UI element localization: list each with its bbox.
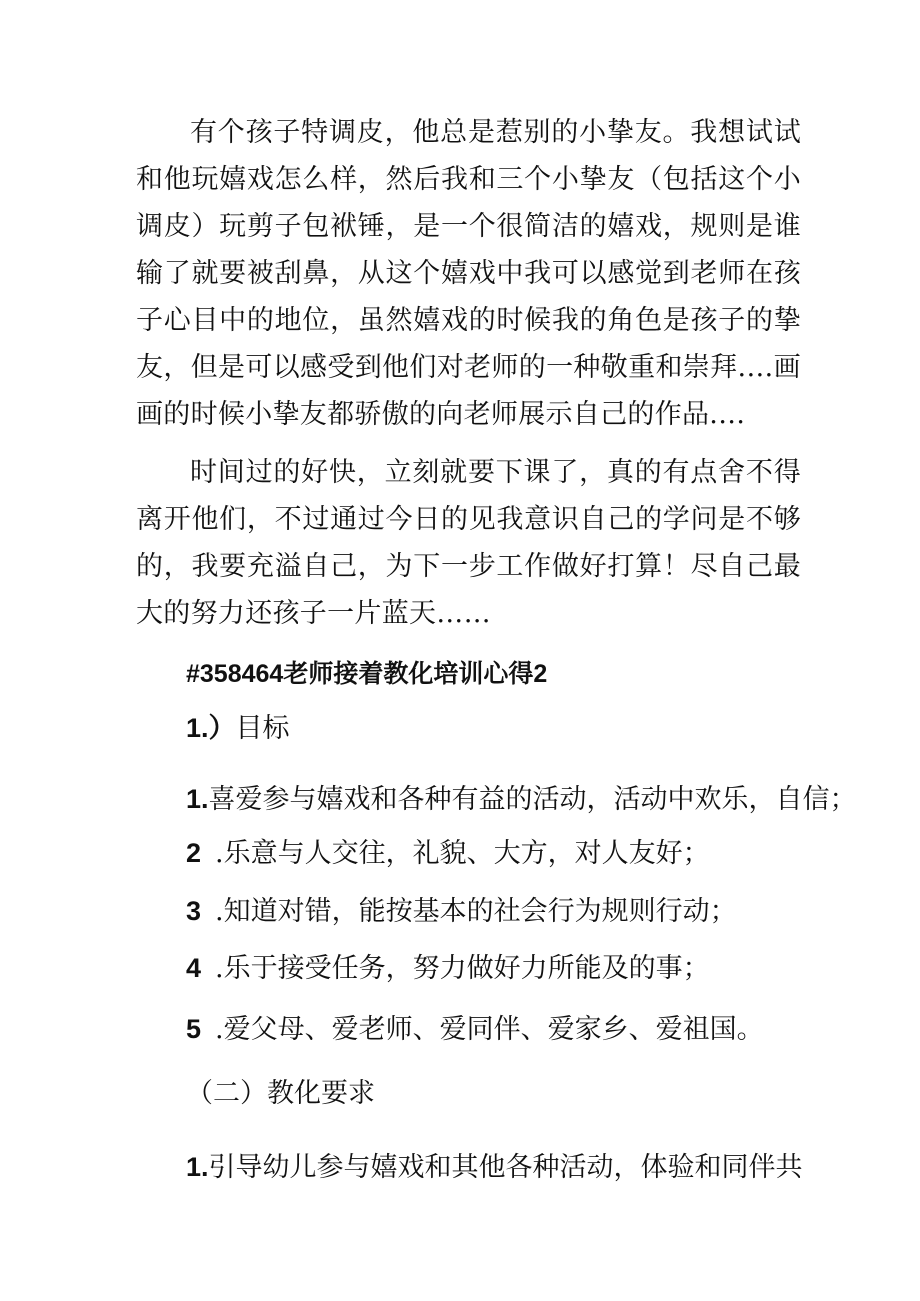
goal-item-text: .爱父母、爱老师、爱同伴、爱家乡、爱祖国。 <box>215 1014 764 1045</box>
goal-item-number: 2 <box>186 838 202 868</box>
goal-item-1 <box>186 779 857 820</box>
goal-section-title <box>186 708 290 749</box>
goal-item-number: 1. <box>186 784 209 814</box>
goal-section-number: 1.） <box>186 713 236 743</box>
requirements-section-title: （二）教化要求 <box>186 1078 375 1109</box>
goal-item-text: .乐意与人交往，礼貌、大方，对人友好； <box>215 838 710 869</box>
requirement-item-text: 引导幼儿参与嬉戏和其他各种活动，体验和同伴共 <box>208 1152 803 1183</box>
goal-item-text: 喜爱参与嬉戏和各种有益的活动，活动中欢乐，自信； <box>208 784 857 815</box>
goal-item-3 <box>186 891 737 932</box>
requirement-item-number: 1. <box>186 1152 209 1182</box>
paragraph-1: 有个孩子特调皮，他总是惹别的小挚友。我想试试和他玩嬉戏怎么样，然后我和三个小挚友（包括这个小调皮）玩剪子包袱锤，是一个很简洁的嬉戏，规则是谁输了就要被刮鼻，从这个嬉戏中我可以感觉到老师在孩子心目中的地位，虽然嬉戏的时候我的角色是孩子的挚友，但是可以感受到他们对老师的一种敬重和崇拜.…画画的时候小挚友都骄傲的向老师展示自己的作品.… <box>136 117 801 430</box>
goal-item-4 <box>186 948 710 989</box>
goal-section-label: 目标 <box>235 713 290 744</box>
section-heading: #358464老师接着教化培训心得2 <box>186 660 548 688</box>
goal-item-text: .乐于接受任务，努力做好力所能及的事； <box>215 953 710 984</box>
goal-item-text: .知道对错，能按基本的社会行为规则行动； <box>215 896 737 927</box>
goal-item-5 <box>186 1009 764 1050</box>
goal-item-number: 3 <box>186 896 202 926</box>
paragraph-2: 时间过的好快，立刻就要下课了，真的有点舍不得离开他们，不过通过今日的见我意识自己的学问是不够的，我要充溢自己，为下一步工作做好打算！尽自己最大的努力还孩子一片蓝天…… <box>136 457 801 629</box>
requirement-item-1 <box>186 1147 803 1188</box>
goal-item-number: 4 <box>186 953 202 983</box>
goal-item-number: 5 <box>186 1014 202 1044</box>
goal-item-2 <box>186 833 710 874</box>
